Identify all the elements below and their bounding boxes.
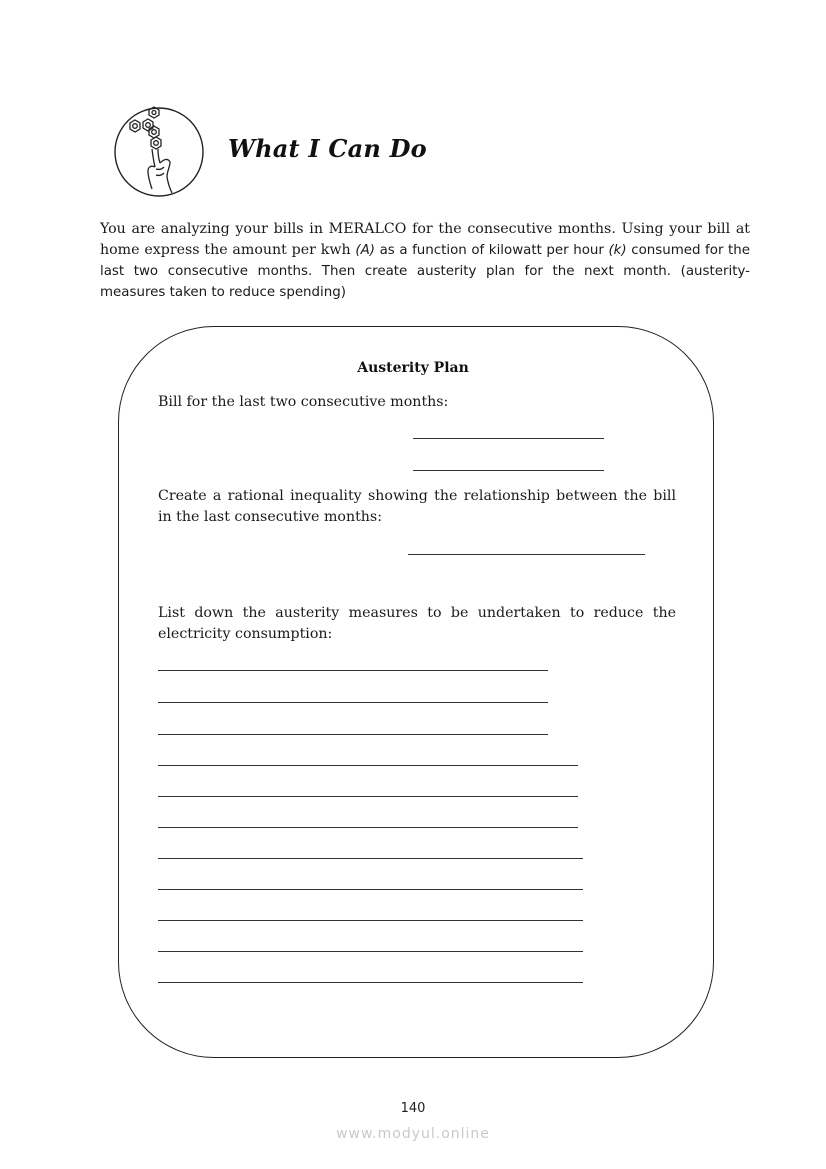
- austerity-plan-box: [118, 326, 714, 1058]
- measure-line-9[interactable]: [158, 920, 583, 921]
- measures-prompt: List down the austerity measures to be undertaken to reduce the electricity consumption:: [158, 605, 676, 642]
- section-title: What I Can Do: [228, 134, 427, 163]
- measure-line-11[interactable]: [158, 982, 583, 983]
- intro-text-3: consumed for the last two consecutive months. Then create austerity plan for the next month.: [100, 243, 751, 279]
- intro-text-2: as a function of kilowatt per hour: [375, 243, 609, 258]
- measure-line-5[interactable]: [158, 796, 578, 797]
- intro-paragraph: [100, 219, 750, 303]
- measure-line-1[interactable]: [158, 670, 548, 671]
- inequality-prompt: Create a rational inequality showing the relationship between the bill in the last consecutive months:: [158, 488, 676, 525]
- page-number: 140: [400, 1101, 426, 1116]
- measure-line-6[interactable]: [158, 827, 578, 828]
- measure-line-8[interactable]: [158, 889, 583, 890]
- measure-line-7[interactable]: [158, 858, 583, 859]
- inequality-answer-line[interactable]: [408, 554, 645, 555]
- bill-month-2-line[interactable]: [413, 470, 604, 471]
- hand-with-gears-icon: [112, 105, 206, 199]
- bills-prompt: Bill for the last two consecutive months:: [158, 394, 449, 410]
- watermark: www.modyul.online: [336, 1126, 490, 1142]
- measure-line-2[interactable]: [158, 702, 548, 703]
- variable-a: (A): [355, 243, 376, 258]
- measure-line-3[interactable]: [158, 734, 548, 735]
- measure-line-4[interactable]: [158, 765, 578, 766]
- intro-text-4: (austerity- measures taken to reduce spending): [100, 264, 750, 300]
- intro-text-1: You are analyzing your bills in MERALCO for the consecutive months. Using your bill at home express the amount per kwh: [100, 221, 750, 258]
- measure-line-10[interactable]: [158, 951, 583, 952]
- variable-k: (k): [608, 243, 627, 258]
- austerity-plan-title: Austerity Plan: [357, 360, 469, 376]
- bill-month-1-line[interactable]: [413, 438, 604, 439]
